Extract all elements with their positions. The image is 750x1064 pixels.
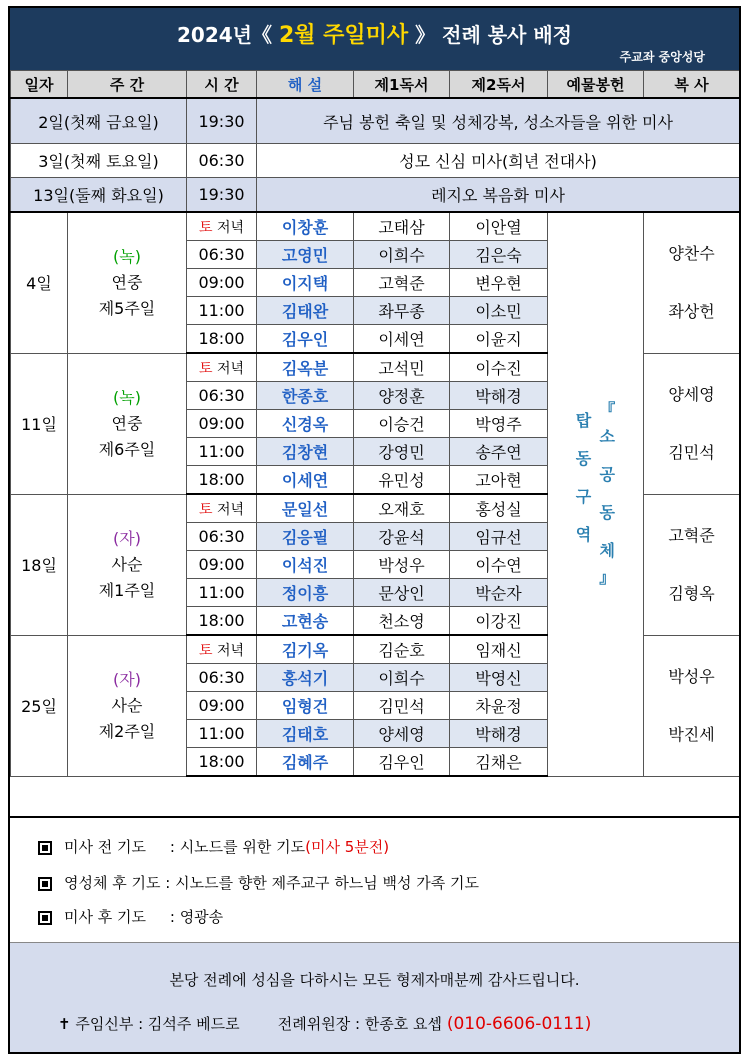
mass-time: 토 저녁 xyxy=(187,353,257,382)
special-desc: 성모 신심 미사(희년 전대사) xyxy=(257,144,740,178)
bracket-close: 』 xyxy=(599,568,616,588)
mass-time: 토 저녁 xyxy=(187,494,257,523)
liturgical-week xyxy=(68,494,187,635)
season: 사순 xyxy=(111,554,143,574)
commentator: 김기옥 xyxy=(257,635,354,664)
mass-time: 18:00 xyxy=(187,325,257,354)
reader-2: 김채은 xyxy=(450,748,548,777)
column-header-row xyxy=(11,71,740,99)
special-time: 19:30 xyxy=(187,98,257,144)
vestment-color: (자) xyxy=(113,669,141,689)
signature-line xyxy=(58,1013,591,1034)
offering-char: 공 xyxy=(599,465,615,485)
reader-1: 양세영 xyxy=(354,720,450,748)
commentator: 김창현 xyxy=(257,438,354,466)
footer-box xyxy=(10,942,739,1054)
saturday-mark: 토 xyxy=(198,360,213,377)
vestment-color: (녹) xyxy=(113,387,141,407)
special-mass-row xyxy=(11,178,740,213)
commentator: 정이흥 xyxy=(257,579,354,607)
altar-servers xyxy=(644,212,740,353)
special-time: 06:30 xyxy=(187,144,257,178)
altar-server: 김민석 xyxy=(668,442,715,462)
reader-1: 고태삼 xyxy=(354,212,450,241)
note-item: 영성체 후 기도 : 시노드를 향한 제주교구 하느님 백성 가족 기도 xyxy=(38,872,479,893)
mass-time: 09:00 xyxy=(187,692,257,720)
mass-time: 18:00 xyxy=(187,748,257,777)
reader-2: 임규선 xyxy=(450,523,548,551)
reader-2: 임재신 xyxy=(450,635,548,664)
square-bullet-icon xyxy=(38,841,52,855)
commentator: 고현송 xyxy=(257,607,354,636)
pastor-name: 주임신부 : 김석주 베드로 xyxy=(75,1015,240,1033)
commentator: 이창훈 xyxy=(257,212,354,241)
col-week: 주 간 xyxy=(68,71,187,99)
commentator: 김태완 xyxy=(257,297,354,325)
special-date: 13일(둘째 화요일) xyxy=(11,178,187,213)
reader-1: 김순호 xyxy=(354,635,450,664)
commentator: 신경옥 xyxy=(257,410,354,438)
reader-2: 박영신 xyxy=(450,664,548,692)
reader-2: 이윤지 xyxy=(450,325,548,354)
altar-server: 양찬수 xyxy=(668,243,715,263)
mass-row xyxy=(11,212,740,241)
mass-time: 11:00 xyxy=(187,579,257,607)
square-bullet-icon xyxy=(38,911,52,925)
week-number: 제5주일 xyxy=(98,298,156,318)
special-mass-row xyxy=(11,98,740,144)
col-altar-server: 복 사 xyxy=(644,71,740,99)
mass-time: 09:00 xyxy=(187,269,257,297)
offering-char: 체 xyxy=(599,541,615,561)
commentator: 이세연 xyxy=(257,466,354,495)
week-number: 제2주일 xyxy=(98,721,156,741)
bracket-open: 『 xyxy=(599,400,616,420)
altar-servers xyxy=(644,494,740,635)
phone-number: (010-6606-0111) xyxy=(446,1014,592,1034)
commentator: 문일선 xyxy=(257,494,354,523)
commentator: 고영민 xyxy=(257,241,354,269)
mass-time: 09:00 xyxy=(187,410,257,438)
reader-2: 송주연 xyxy=(450,438,548,466)
liturgical-week xyxy=(68,353,187,494)
reader-1: 이희수 xyxy=(354,664,450,692)
reader-2: 이소민 xyxy=(450,297,548,325)
reader-2: 이수연 xyxy=(450,551,548,579)
special-time: 19:30 xyxy=(187,178,257,213)
mass-time: 11:00 xyxy=(187,438,257,466)
reader-1: 강윤석 xyxy=(354,523,450,551)
reader-2: 차윤정 xyxy=(450,692,548,720)
week-number: 제1주일 xyxy=(98,580,156,600)
saturday-mark: 토 xyxy=(198,501,213,518)
page-title: 2024년《 2월 주일미사 》 전례 봉사 배정 xyxy=(177,23,572,48)
reader-2: 변우현 xyxy=(450,269,548,297)
col-offering: 예물봉헌 xyxy=(548,71,644,99)
commentator: 임형건 xyxy=(257,692,354,720)
reader-1: 김우인 xyxy=(354,748,450,777)
col-reading1: 제1독서 xyxy=(354,71,450,99)
commentator: 한종호 xyxy=(257,382,354,410)
altar-server: 김형옥 xyxy=(668,583,715,603)
commentator: 김우인 xyxy=(257,325,354,354)
commentator: 김옥분 xyxy=(257,353,354,382)
reader-2: 박해경 xyxy=(450,720,548,748)
vestment-color: (자) xyxy=(113,528,141,548)
commentator: 이석진 xyxy=(257,551,354,579)
cross-icon: ✝ xyxy=(58,1015,71,1033)
reader-1: 좌무종 xyxy=(354,297,450,325)
reader-1: 문상인 xyxy=(354,579,450,607)
reader-2: 박영주 xyxy=(450,410,548,438)
reader-2: 김은숙 xyxy=(450,241,548,269)
vestment-color: (녹) xyxy=(113,246,141,266)
special-date: 2일(첫째 금요일) xyxy=(11,98,187,144)
thanks-message: 본당 전례에 성심을 다하시는 모든 형제자매분께 감사드립니다. xyxy=(169,971,580,989)
reader-1: 이승건 xyxy=(354,410,450,438)
special-date: 3일(첫째 토요일) xyxy=(11,144,187,178)
season: 연중 xyxy=(111,272,143,292)
sunday-date: 18일 xyxy=(11,494,68,635)
altar-server: 박진세 xyxy=(668,724,715,744)
mass-time: 09:00 xyxy=(187,551,257,579)
altar-server: 박성우 xyxy=(668,666,715,686)
mass-time: 06:30 xyxy=(187,241,257,269)
reader-1: 김민석 xyxy=(354,692,450,720)
mass-time: 06:30 xyxy=(187,382,257,410)
altar-server: 양세영 xyxy=(668,384,715,404)
mass-time: 토 저녁 xyxy=(187,212,257,241)
liturgical-week xyxy=(68,212,187,353)
liturgical-week xyxy=(68,635,187,776)
season: 연중 xyxy=(111,413,143,433)
col-time: 시 간 xyxy=(187,71,257,99)
note-item: 미사 후 기도 : 영광송 xyxy=(38,906,223,927)
reader-1: 유민성 xyxy=(354,466,450,495)
altar-server: 좌상헌 xyxy=(668,301,715,321)
parish-name: 주교좌 중앙성당 xyxy=(619,50,705,64)
mass-time: 11:00 xyxy=(187,720,257,748)
reader-1: 강영민 xyxy=(354,438,450,466)
reader-1: 양정훈 xyxy=(354,382,450,410)
special-desc: 주님 봉헌 축일 및 성체강복, 성소자들을 위한 미사 xyxy=(257,98,740,144)
reader-1: 고혁준 xyxy=(354,269,450,297)
prayer-notes xyxy=(10,816,739,944)
reader-1: 천소영 xyxy=(354,607,450,636)
header-banner xyxy=(10,8,739,70)
committee-chair: 전례위원장 : 한종호 요셉 xyxy=(277,1015,443,1033)
season: 사순 xyxy=(111,695,143,715)
reader-1: 고석민 xyxy=(354,353,450,382)
reader-2: 박순자 xyxy=(450,579,548,607)
saturday-mark: 토 xyxy=(198,219,213,236)
altar-server: 고혁준 xyxy=(668,525,715,545)
reader-2: 이수진 xyxy=(450,353,548,382)
commentator: 김태호 xyxy=(257,720,354,748)
reader-2: 홍성실 xyxy=(450,494,548,523)
commentator: 김혜주 xyxy=(257,748,354,777)
commentator: 이지택 xyxy=(257,269,354,297)
special-desc: 레지오 복음화 미사 xyxy=(257,178,740,213)
mass-time: 18:00 xyxy=(187,607,257,636)
schedule-table xyxy=(10,70,740,777)
offering-char: 구 xyxy=(575,487,592,507)
reader-1: 이희수 xyxy=(354,241,450,269)
mass-time: 06:30 xyxy=(187,523,257,551)
col-date: 일자 xyxy=(11,71,68,99)
offering-char: 역 xyxy=(575,525,592,545)
title-highlight: 2월 주일미사 xyxy=(278,23,409,48)
note-item: 미사 전 기도 : 시노드를 위한 기도(미사 5분전) xyxy=(38,836,389,857)
reader-2: 고아현 xyxy=(450,466,548,495)
reader-2: 이안열 xyxy=(450,212,548,241)
mass-time: 11:00 xyxy=(187,297,257,325)
mass-time: 토 저녁 xyxy=(187,635,257,664)
offering-char: 소 xyxy=(599,427,615,447)
reader-1: 이세연 xyxy=(354,325,450,354)
commentator: 홍석기 xyxy=(257,664,354,692)
square-bullet-icon xyxy=(38,877,52,891)
offering-groups xyxy=(548,212,644,776)
altar-servers xyxy=(644,635,740,776)
special-mass-row xyxy=(11,144,740,178)
reader-2: 이강진 xyxy=(450,607,548,636)
mass-time: 06:30 xyxy=(187,664,257,692)
saturday-mark: 토 xyxy=(198,642,213,659)
offering-char: 탑 xyxy=(575,411,592,431)
reader-2: 박해경 xyxy=(450,382,548,410)
commentator: 김응필 xyxy=(257,523,354,551)
sunday-date: 25일 xyxy=(11,635,68,776)
col-commentator: 해 설 xyxy=(257,71,354,99)
sunday-date: 4일 xyxy=(11,212,68,353)
schedule-sheet xyxy=(8,6,741,1054)
sunday-date: 11일 xyxy=(11,353,68,494)
week-number: 제6주일 xyxy=(98,439,156,459)
altar-servers xyxy=(644,353,740,494)
offering-char: 동 xyxy=(599,503,615,523)
reader-1: 박성우 xyxy=(354,551,450,579)
col-reading2: 제2독서 xyxy=(450,71,548,99)
offering-char: 동 xyxy=(575,449,592,469)
mass-time: 18:00 xyxy=(187,466,257,495)
reader-1: 오재호 xyxy=(354,494,450,523)
